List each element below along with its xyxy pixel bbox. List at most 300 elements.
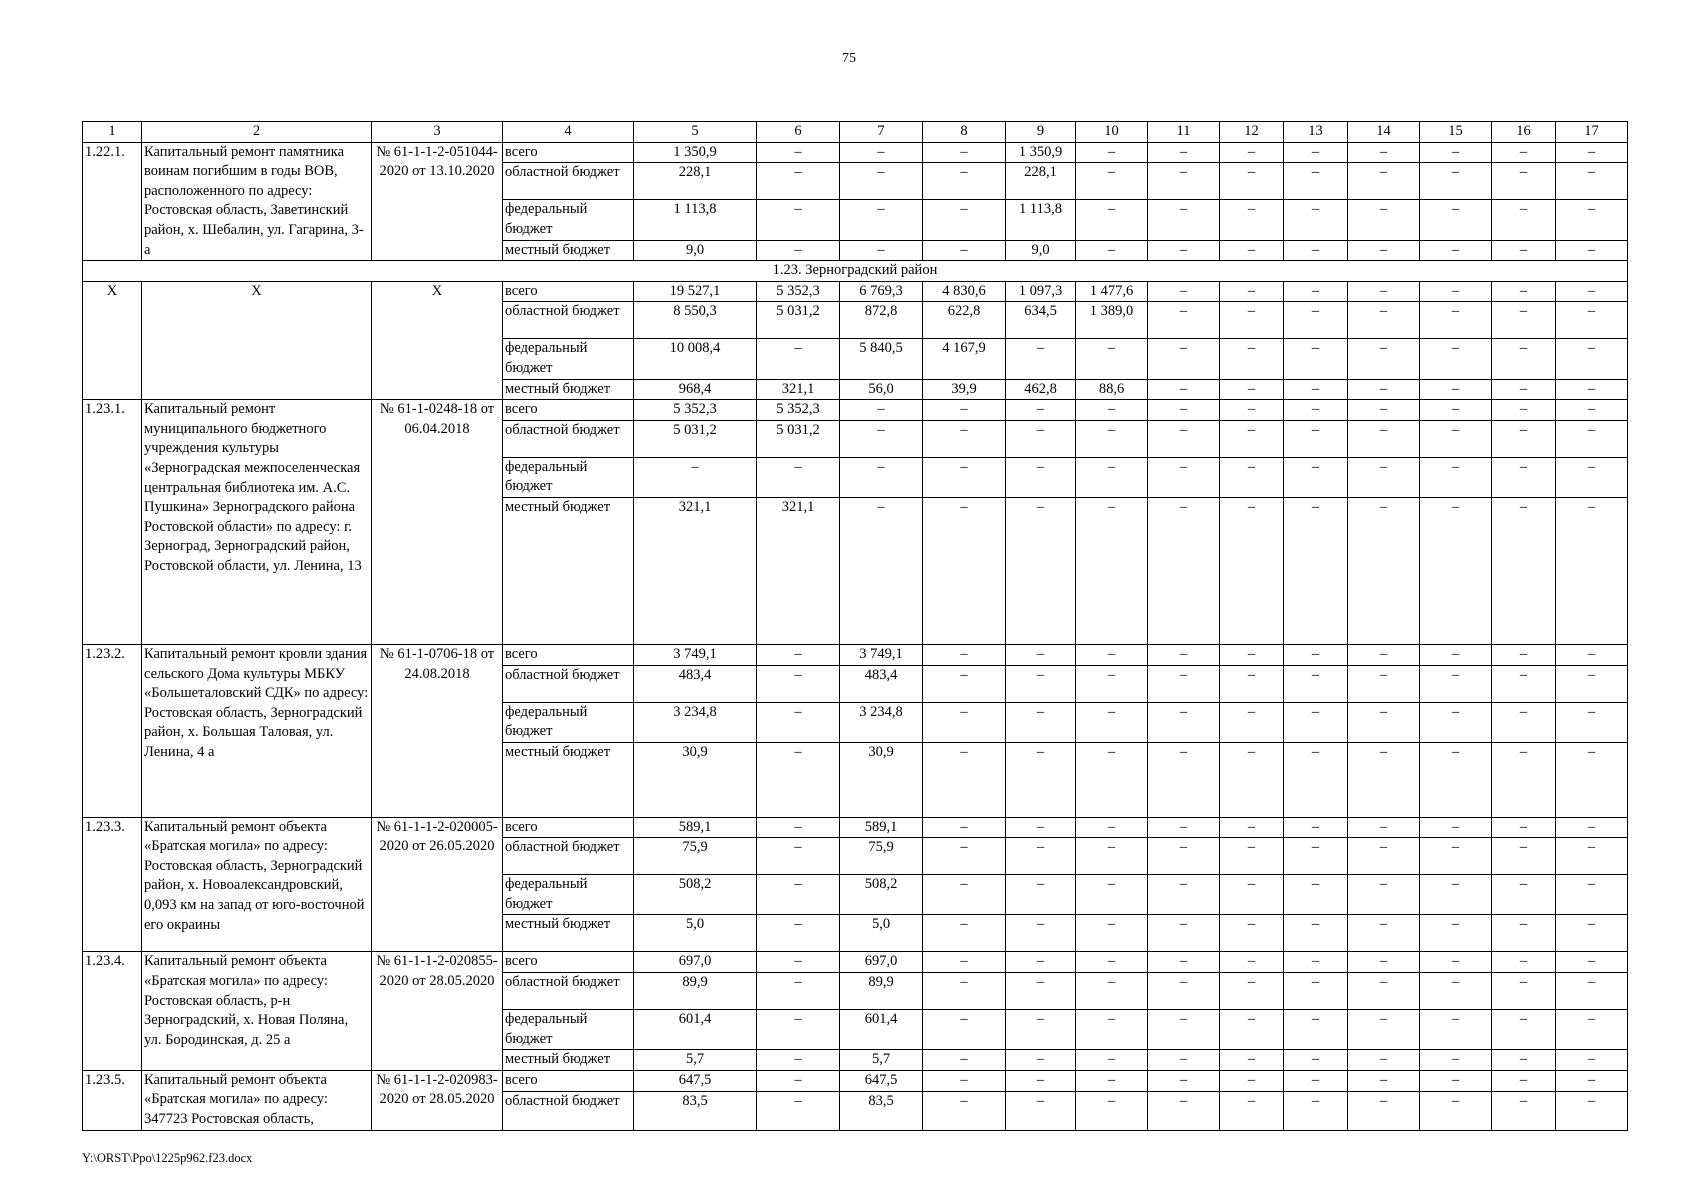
- amount-cell: –: [1348, 1092, 1420, 1130]
- object-description: Х: [142, 281, 372, 399]
- amount-cell: –: [1006, 644, 1076, 665]
- amount-cell: –: [1492, 457, 1556, 497]
- amount-cell: –: [1148, 875, 1220, 915]
- amount-cell: –: [1492, 952, 1556, 973]
- amount-cell: –: [1006, 497, 1076, 644]
- amount-cell: –: [923, 838, 1006, 875]
- amount-cell: –: [1556, 1070, 1628, 1091]
- amount-cell: –: [1284, 142, 1348, 163]
- amount-cell: –: [1556, 497, 1628, 644]
- amount-cell: –: [1556, 400, 1628, 421]
- footer-file-path: Y:\ORST\Ppo\1225p962.f23.docx: [82, 1151, 253, 1165]
- amount-cell: –: [1492, 665, 1556, 702]
- amount-cell: 321,1: [757, 379, 840, 400]
- amount-cell: –: [1220, 200, 1284, 240]
- amount-cell: –: [1556, 163, 1628, 200]
- amount-cell: –: [1348, 742, 1420, 817]
- amount-cell: –: [1220, 240, 1284, 261]
- amount-cell: –: [1220, 457, 1284, 497]
- amount-cell: –: [923, 420, 1006, 457]
- amount-cell: –: [1420, 1092, 1492, 1130]
- amount-cell: –: [1348, 420, 1420, 457]
- amount-cell: –: [1006, 915, 1076, 952]
- amount-cell: 5 031,2: [757, 420, 840, 457]
- amount-cell: –: [1556, 742, 1628, 817]
- amount-cell: –: [1006, 339, 1076, 379]
- amount-cell: –: [757, 339, 840, 379]
- amount-cell: –: [1284, 838, 1348, 875]
- amount-cell: 647,5: [634, 1070, 757, 1091]
- amount-cell: –: [1492, 497, 1556, 644]
- amount-cell: –: [1420, 973, 1492, 1010]
- amount-cell: –: [757, 1050, 840, 1071]
- funding-source-label: областной бюджет: [503, 302, 634, 339]
- amount-cell: 589,1: [840, 817, 923, 838]
- amount-cell: –: [1284, 497, 1348, 644]
- amount-cell: –: [1076, 915, 1148, 952]
- amount-cell: –: [1348, 497, 1420, 644]
- column-number-header: 16: [1492, 122, 1556, 143]
- amount-cell: –: [1284, 1010, 1348, 1050]
- amount-cell: 5 352,3: [634, 400, 757, 421]
- funding-source-label: федеральный бюджет: [503, 339, 634, 379]
- amount-cell: –: [1284, 1070, 1348, 1091]
- amount-cell: –: [1556, 973, 1628, 1010]
- amount-cell: –: [757, 952, 840, 973]
- amount-cell: –: [1076, 497, 1148, 644]
- amount-cell: –: [923, 817, 1006, 838]
- amount-cell: 3 234,8: [634, 702, 757, 742]
- amount-cell: –: [1492, 379, 1556, 400]
- amount-cell: –: [1006, 665, 1076, 702]
- document-reference: № 61-1-0248-18 от 06.04.2018: [372, 400, 503, 645]
- amount-cell: –: [1220, 973, 1284, 1010]
- amount-cell: –: [1284, 200, 1348, 240]
- amount-cell: –: [1148, 973, 1220, 1010]
- amount-cell: –: [1220, 1070, 1284, 1091]
- amount-cell: –: [923, 142, 1006, 163]
- amount-cell: –: [1420, 1070, 1492, 1091]
- amount-cell: –: [757, 742, 840, 817]
- amount-cell: –: [1220, 281, 1284, 302]
- amount-cell: –: [1492, 742, 1556, 817]
- amount-cell: –: [1420, 420, 1492, 457]
- page-number: 75: [842, 51, 856, 66]
- amount-cell: –: [1284, 915, 1348, 952]
- amount-cell: –: [1148, 200, 1220, 240]
- amount-cell: –: [1148, 702, 1220, 742]
- amount-cell: –: [1148, 915, 1220, 952]
- amount-cell: –: [1420, 1050, 1492, 1071]
- amount-cell: –: [1492, 817, 1556, 838]
- funding-source-label: местный бюджет: [503, 915, 634, 952]
- amount-cell: –: [1420, 339, 1492, 379]
- amount-cell: 1 097,3: [1006, 281, 1076, 302]
- amount-cell: 5 352,3: [757, 400, 840, 421]
- amount-cell: –: [1220, 952, 1284, 973]
- amount-cell: –: [1076, 142, 1148, 163]
- amount-cell: –: [1348, 817, 1420, 838]
- amount-cell: –: [923, 1070, 1006, 1091]
- amount-cell: –: [1006, 702, 1076, 742]
- amount-cell: –: [1420, 1010, 1492, 1050]
- amount-cell: 228,1: [1006, 163, 1076, 200]
- funding-source-label: местный бюджет: [503, 742, 634, 817]
- amount-cell: –: [1420, 838, 1492, 875]
- column-number-header: 6: [757, 122, 840, 143]
- amount-cell: 5,0: [840, 915, 923, 952]
- amount-cell: 3 749,1: [634, 644, 757, 665]
- amount-cell: –: [1492, 702, 1556, 742]
- object-number: Х: [83, 281, 142, 399]
- amount-cell: –: [1076, 702, 1148, 742]
- amount-cell: –: [1556, 200, 1628, 240]
- column-number-header: 12: [1220, 122, 1284, 143]
- amount-cell: –: [840, 457, 923, 497]
- funding-source-label: всего: [503, 817, 634, 838]
- amount-cell: –: [1284, 240, 1348, 261]
- amount-cell: –: [923, 702, 1006, 742]
- amount-cell: –: [634, 457, 757, 497]
- amount-cell: –: [757, 817, 840, 838]
- amount-cell: –: [1220, 1050, 1284, 1071]
- amount-cell: –: [923, 742, 1006, 817]
- amount-cell: –: [1076, 1092, 1148, 1130]
- object-row: [83, 1070, 1628, 1091]
- amount-cell: –: [1076, 240, 1148, 261]
- amount-cell: –: [757, 702, 840, 742]
- amount-cell: 9,0: [634, 240, 757, 261]
- amount-cell: –: [1420, 400, 1492, 421]
- amount-cell: –: [1492, 973, 1556, 1010]
- amount-cell: –: [1284, 457, 1348, 497]
- amount-cell: –: [1492, 644, 1556, 665]
- amount-cell: –: [1006, 400, 1076, 421]
- amount-cell: 483,4: [840, 665, 923, 702]
- amount-cell: –: [757, 838, 840, 875]
- amount-cell: –: [1148, 952, 1220, 973]
- amount-cell: –: [1284, 163, 1348, 200]
- object-description: Капитальный ремонт объекта «Братская могила» по адресу: 347723 Ростовская область,: [142, 1070, 372, 1130]
- amount-cell: 508,2: [634, 875, 757, 915]
- amount-cell: –: [1076, 644, 1148, 665]
- funding-source-label: местный бюджет: [503, 240, 634, 261]
- amount-cell: –: [1556, 838, 1628, 875]
- amount-cell: –: [1076, 875, 1148, 915]
- object-number: 1.23.3.: [83, 817, 142, 952]
- amount-cell: –: [1556, 240, 1628, 261]
- amount-cell: –: [1148, 1010, 1220, 1050]
- amount-cell: –: [1556, 702, 1628, 742]
- amount-cell: –: [1220, 302, 1284, 339]
- column-number-header: 4: [503, 122, 634, 143]
- amount-cell: 634,5: [1006, 302, 1076, 339]
- amount-cell: –: [1420, 163, 1492, 200]
- object-row: [83, 281, 1628, 302]
- amount-cell: –: [1148, 644, 1220, 665]
- funding-source-label: областной бюджет: [503, 420, 634, 457]
- amount-cell: –: [923, 875, 1006, 915]
- amount-cell: –: [1348, 665, 1420, 702]
- amount-cell: –: [923, 457, 1006, 497]
- amount-cell: –: [1556, 457, 1628, 497]
- amount-cell: –: [1492, 400, 1556, 421]
- object-number: 1.23.5.: [83, 1070, 142, 1130]
- amount-cell: –: [1284, 400, 1348, 421]
- funding-source-label: местный бюджет: [503, 497, 634, 644]
- amount-cell: –: [1420, 817, 1492, 838]
- amount-cell: –: [1420, 742, 1492, 817]
- amount-cell: –: [1148, 163, 1220, 200]
- object-number: 1.23.2.: [83, 644, 142, 817]
- amount-cell: –: [1220, 644, 1284, 665]
- amount-cell: –: [1284, 742, 1348, 817]
- amount-cell: –: [1420, 379, 1492, 400]
- amount-cell: –: [1006, 817, 1076, 838]
- amount-cell: –: [1284, 952, 1348, 973]
- amount-cell: –: [1556, 817, 1628, 838]
- amount-cell: –: [1492, 163, 1556, 200]
- amount-cell: –: [1420, 457, 1492, 497]
- amount-cell: –: [1348, 339, 1420, 379]
- amount-cell: –: [840, 420, 923, 457]
- amount-cell: –: [1148, 497, 1220, 644]
- amount-cell: –: [1556, 379, 1628, 400]
- column-number-header: 3: [372, 122, 503, 143]
- amount-cell: –: [1348, 952, 1420, 973]
- amount-cell: –: [840, 200, 923, 240]
- amount-cell: –: [1220, 838, 1284, 875]
- amount-cell: 508,2: [840, 875, 923, 915]
- amount-cell: –: [1420, 952, 1492, 973]
- amount-cell: –: [757, 163, 840, 200]
- funding-source-label: федеральный бюджет: [503, 457, 634, 497]
- amount-cell: 8 550,3: [634, 302, 757, 339]
- amount-cell: –: [1556, 281, 1628, 302]
- amount-cell: –: [1420, 644, 1492, 665]
- object-number: 1.23.1.: [83, 400, 142, 645]
- amount-cell: –: [1348, 702, 1420, 742]
- amount-cell: –: [1006, 1092, 1076, 1130]
- amount-cell: 1 350,9: [1006, 142, 1076, 163]
- amount-cell: –: [923, 915, 1006, 952]
- amount-cell: –: [1284, 420, 1348, 457]
- amount-cell: –: [923, 644, 1006, 665]
- amount-cell: –: [1348, 457, 1420, 497]
- amount-cell: 89,9: [634, 973, 757, 1010]
- amount-cell: –: [1076, 665, 1148, 702]
- amount-cell: –: [1076, 838, 1148, 875]
- amount-cell: –: [1148, 420, 1220, 457]
- amount-cell: 5,0: [634, 915, 757, 952]
- amount-cell: 483,4: [634, 665, 757, 702]
- amount-cell: –: [1220, 339, 1284, 379]
- amount-cell: –: [1148, 838, 1220, 875]
- funding-source-label: областной бюджет: [503, 838, 634, 875]
- amount-cell: –: [1492, 420, 1556, 457]
- amount-cell: –: [1420, 665, 1492, 702]
- column-number-header: 14: [1348, 122, 1420, 143]
- amount-cell: 5,7: [840, 1050, 923, 1071]
- amount-cell: –: [1348, 838, 1420, 875]
- funding-source-label: федеральный бюджет: [503, 200, 634, 240]
- amount-cell: –: [1492, 339, 1556, 379]
- column-number-header: 11: [1148, 122, 1220, 143]
- funding-source-label: местный бюджет: [503, 379, 634, 400]
- amount-cell: 647,5: [840, 1070, 923, 1091]
- column-number-header: 10: [1076, 122, 1148, 143]
- amount-cell: –: [1348, 142, 1420, 163]
- amount-cell: –: [1556, 142, 1628, 163]
- amount-cell: –: [757, 457, 840, 497]
- amount-cell: 30,9: [634, 742, 757, 817]
- object-description: Капитальный ремонт объекта «Братская могила» по адресу: Ростовская область, Зерноградский район, х. Новоалександровский, 0,093 км на запад от юго-восточной его окраины: [142, 817, 372, 952]
- amount-cell: –: [1556, 875, 1628, 915]
- header-row: [83, 122, 1628, 143]
- amount-cell: 968,4: [634, 379, 757, 400]
- amount-cell: 1 389,0: [1076, 302, 1148, 339]
- amount-cell: –: [1220, 420, 1284, 457]
- amount-cell: –: [1220, 665, 1284, 702]
- object-description: Капитальный ремонт памятника воинам погибшим в годы ВОВ, расположенного по адресу: Ростовская область, Заветинский район, х. Шебалин, ул. Гагарина, 3-а: [142, 142, 372, 261]
- column-number-header: 7: [840, 122, 923, 143]
- column-number-header: 15: [1420, 122, 1492, 143]
- amount-cell: –: [1492, 200, 1556, 240]
- amount-cell: –: [1348, 915, 1420, 952]
- amount-cell: –: [1006, 1070, 1076, 1091]
- column-number-header: 5: [634, 122, 757, 143]
- amount-cell: –: [1420, 497, 1492, 644]
- amount-cell: –: [1348, 1070, 1420, 1091]
- amount-cell: –: [1284, 817, 1348, 838]
- amount-cell: –: [1148, 665, 1220, 702]
- amount-cell: 601,4: [840, 1010, 923, 1050]
- amount-cell: –: [1556, 915, 1628, 952]
- amount-cell: –: [1420, 281, 1492, 302]
- amount-cell: –: [1492, 1050, 1556, 1071]
- amount-cell: –: [1220, 379, 1284, 400]
- amount-cell: –: [1492, 302, 1556, 339]
- object-row: [83, 644, 1628, 665]
- amount-cell: –: [1148, 281, 1220, 302]
- document-reference: № 61-1-1-2-020005-2020 от 26.05.2020: [372, 817, 503, 952]
- amount-cell: –: [1148, 240, 1220, 261]
- amount-cell: 321,1: [634, 497, 757, 644]
- amount-cell: –: [1006, 457, 1076, 497]
- amount-cell: 5 352,3: [757, 281, 840, 302]
- amount-cell: –: [1006, 1010, 1076, 1050]
- amount-cell: –: [923, 163, 1006, 200]
- amount-cell: –: [923, 665, 1006, 702]
- amount-cell: –: [1556, 1092, 1628, 1130]
- object-row: [83, 142, 1628, 163]
- amount-cell: –: [1148, 742, 1220, 817]
- amount-cell: –: [1148, 142, 1220, 163]
- amount-cell: –: [1420, 302, 1492, 339]
- amount-cell: 1 113,8: [1006, 200, 1076, 240]
- amount-cell: –: [757, 644, 840, 665]
- amount-cell: 19 527,1: [634, 281, 757, 302]
- section-title: 1.23. Зерноградский район: [83, 261, 1628, 282]
- amount-cell: –: [1284, 281, 1348, 302]
- column-number-header: 1: [83, 122, 142, 143]
- amount-cell: 56,0: [840, 379, 923, 400]
- amount-cell: –: [1420, 915, 1492, 952]
- amount-cell: –: [923, 1010, 1006, 1050]
- amount-cell: –: [1284, 644, 1348, 665]
- document-reference: № 61-1-1-2-020855-2020 от 28.05.2020: [372, 952, 503, 1070]
- amount-cell: –: [1148, 457, 1220, 497]
- amount-cell: –: [1220, 1010, 1284, 1050]
- amount-cell: –: [1556, 420, 1628, 457]
- amount-cell: –: [1076, 1010, 1148, 1050]
- amount-cell: –: [1556, 952, 1628, 973]
- amount-cell: –: [757, 973, 840, 1010]
- column-number-header: 2: [142, 122, 372, 143]
- amount-cell: –: [1284, 973, 1348, 1010]
- amount-cell: –: [757, 1092, 840, 1130]
- amount-cell: –: [1348, 973, 1420, 1010]
- amount-cell: –: [1076, 1070, 1148, 1091]
- amount-cell: 83,5: [840, 1092, 923, 1130]
- amount-cell: –: [1220, 817, 1284, 838]
- amount-cell: –: [1348, 240, 1420, 261]
- amount-cell: –: [1148, 339, 1220, 379]
- funding-source-label: областной бюджет: [503, 163, 634, 200]
- amount-cell: –: [1220, 497, 1284, 644]
- amount-cell: 6 769,3: [840, 281, 923, 302]
- amount-cell: –: [1420, 200, 1492, 240]
- amount-cell: –: [1220, 702, 1284, 742]
- funding-source-label: всего: [503, 1070, 634, 1091]
- amount-cell: 75,9: [840, 838, 923, 875]
- funding-source-label: областной бюджет: [503, 973, 634, 1010]
- amount-cell: –: [757, 1070, 840, 1091]
- amount-cell: 697,0: [840, 952, 923, 973]
- amount-cell: –: [1492, 915, 1556, 952]
- amount-cell: 5 840,5: [840, 339, 923, 379]
- amount-cell: –: [1284, 1050, 1348, 1071]
- amount-cell: –: [840, 497, 923, 644]
- amount-cell: –: [1556, 339, 1628, 379]
- amount-cell: –: [1492, 1010, 1556, 1050]
- column-number-header: 8: [923, 122, 1006, 143]
- amount-cell: –: [923, 1092, 1006, 1130]
- amount-cell: –: [1220, 142, 1284, 163]
- funding-source-label: всего: [503, 281, 634, 302]
- document-reference: № 61-1-1-2-051044-2020 от 13.10.2020: [372, 142, 503, 261]
- amount-cell: –: [1148, 817, 1220, 838]
- amount-cell: –: [1284, 1092, 1348, 1130]
- object-number: 1.22.1.: [83, 142, 142, 261]
- amount-cell: –: [1348, 200, 1420, 240]
- amount-cell: –: [1076, 742, 1148, 817]
- amount-cell: –: [1006, 875, 1076, 915]
- object-row: [83, 817, 1628, 838]
- amount-cell: 4 167,9: [923, 339, 1006, 379]
- amount-cell: –: [1284, 379, 1348, 400]
- amount-cell: –: [757, 1010, 840, 1050]
- amount-cell: 88,6: [1076, 379, 1148, 400]
- funding-source-label: всего: [503, 142, 634, 163]
- funding-source-label: всего: [503, 644, 634, 665]
- amount-cell: 4 830,6: [923, 281, 1006, 302]
- amount-cell: 75,9: [634, 838, 757, 875]
- amount-cell: –: [1006, 420, 1076, 457]
- amount-cell: 589,1: [634, 817, 757, 838]
- amount-cell: –: [1076, 400, 1148, 421]
- amount-cell: –: [1076, 973, 1148, 1010]
